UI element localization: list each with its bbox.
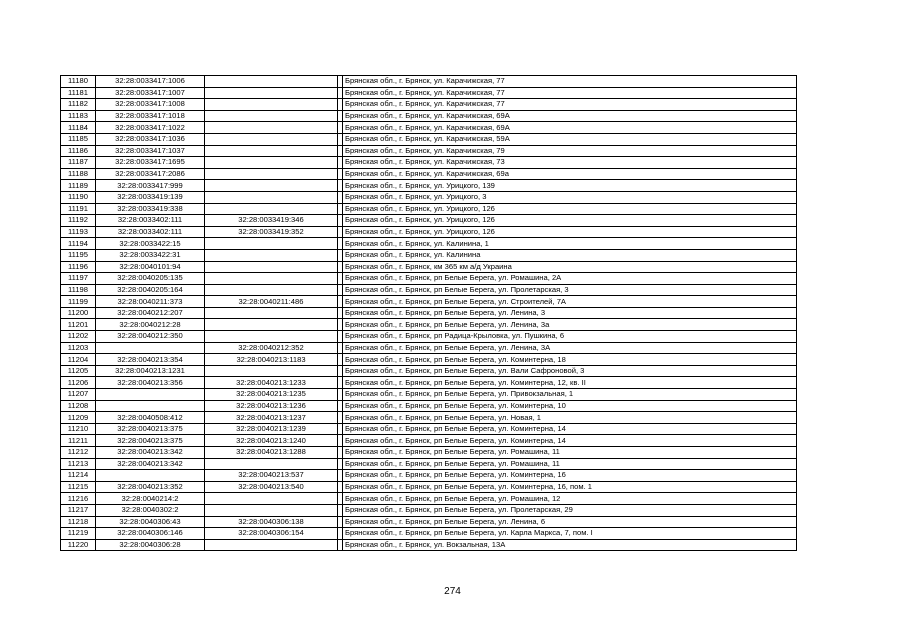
address-cell: Брянская обл., г. Брянск, ул. Карачижская, 77 bbox=[343, 99, 797, 111]
cadastral-number-cell: 32:28:0040213:356 bbox=[96, 377, 205, 389]
address-cell: Брянская обл., г. Брянск, рп Белые Берега, ул. Коминтерна, 14 bbox=[343, 423, 797, 435]
address-cell: Брянская обл., г. Брянск, ул. Карачижская, 69А bbox=[343, 110, 797, 122]
address-cell: Брянская обл., г. Брянск, рп Белые Берега, ул. Коминтерна, 14 bbox=[343, 435, 797, 447]
linked-cadastral-number-cell: 32:28:0040306:154 bbox=[205, 528, 338, 540]
row-number-cell: 11193 bbox=[61, 226, 96, 238]
table-row bbox=[61, 249, 797, 261]
linked-cadastral-number-cell: 32:28:0040213:1240 bbox=[205, 435, 338, 447]
linked-cadastral-number-cell: 32:28:0033419:346 bbox=[205, 215, 338, 227]
row-number-cell: 11198 bbox=[61, 284, 96, 296]
table-row bbox=[61, 481, 797, 493]
linked-cadastral-number-cell: 32:28:0033419:352 bbox=[205, 226, 338, 238]
cadastral-number-cell: 32:28:0033422:31 bbox=[96, 249, 205, 261]
address-cell: Брянская обл., г. Брянск, рп Белые Берега, ул. Пролетарская, 3 bbox=[343, 284, 797, 296]
address-cell: Брянская обл., г. Брянск, ул. Урицкого, 126 bbox=[343, 226, 797, 238]
table-row bbox=[61, 157, 797, 169]
row-number-cell: 11192 bbox=[61, 215, 96, 227]
address-cell: Брянская обл., г. Брянск, ул. Урицкого, 126 bbox=[343, 215, 797, 227]
row-number-cell: 11203 bbox=[61, 342, 96, 354]
cadastral-number-cell: 32:28:0040212:350 bbox=[96, 331, 205, 343]
row-number-cell: 11206 bbox=[61, 377, 96, 389]
row-number-cell: 11199 bbox=[61, 296, 96, 308]
linked-cadastral-number-cell bbox=[205, 539, 338, 551]
linked-cadastral-number-cell: 32:28:0040213:1233 bbox=[205, 377, 338, 389]
cadastral-number-cell: 32:28:0033417:1022 bbox=[96, 122, 205, 134]
address-cell: Брянская обл., г. Брянск, рп Белые Берега, ул. Коминтерна, 12, кв. II bbox=[343, 377, 797, 389]
linked-cadastral-number-cell: 32:28:0040213:1235 bbox=[205, 389, 338, 401]
table-row bbox=[61, 238, 797, 250]
table-row bbox=[61, 110, 797, 122]
table-row bbox=[61, 99, 797, 111]
row-number-cell: 11205 bbox=[61, 365, 96, 377]
cadastral-number-cell: 32:28:0040302:2 bbox=[96, 504, 205, 516]
cadastral-number-cell: 32:28:0033417:2086 bbox=[96, 168, 205, 180]
row-number-cell: 11210 bbox=[61, 423, 96, 435]
row-number-cell: 11208 bbox=[61, 400, 96, 412]
cadastral-number-cell bbox=[96, 389, 205, 401]
cadastral-number-cell: 32:28:0033422:15 bbox=[96, 238, 205, 250]
cadastral-number-cell: 32:28:0040211:373 bbox=[96, 296, 205, 308]
cadastral-number-cell: 32:28:0040212:207 bbox=[96, 307, 205, 319]
address-cell: Брянская обл., г. Брянск, рп Белые Берега, ул. Ленина, 3 bbox=[343, 307, 797, 319]
row-number-cell: 11185 bbox=[61, 133, 96, 145]
cadastral-number-cell: 32:28:0033417:1018 bbox=[96, 110, 205, 122]
cadastral-number-cell: 32:28:0033417:999 bbox=[96, 180, 205, 192]
address-cell: Брянская обл., г. Брянск, ул. Карачижская, 79 bbox=[343, 145, 797, 157]
cadastral-number-cell bbox=[96, 470, 205, 482]
cadastral-number-cell: 32:28:0033419:338 bbox=[96, 203, 205, 215]
row-number-cell: 11216 bbox=[61, 493, 96, 505]
cadastral-number-cell: 32:28:0040306:28 bbox=[96, 539, 205, 551]
linked-cadastral-number-cell bbox=[205, 319, 338, 331]
linked-cadastral-number-cell bbox=[205, 122, 338, 134]
linked-cadastral-number-cell bbox=[205, 145, 338, 157]
cadastral-number-cell: 32:28:0040213:1231 bbox=[96, 365, 205, 377]
table-row bbox=[61, 516, 797, 528]
cadastral-number-cell: 32:28:0040205:164 bbox=[96, 284, 205, 296]
linked-cadastral-number-cell bbox=[205, 261, 338, 273]
row-number-cell: 11213 bbox=[61, 458, 96, 470]
cadastral-number-cell: 32:28:0040212:28 bbox=[96, 319, 205, 331]
cadastral-number-cell: 32:28:0040213:375 bbox=[96, 423, 205, 435]
row-number-cell: 11187 bbox=[61, 157, 96, 169]
linked-cadastral-number-cell bbox=[205, 249, 338, 261]
address-cell: Брянская обл., г. Брянск, ул. Урицкого, 126 bbox=[343, 203, 797, 215]
address-cell: Брянская обл., г. Брянск, рп Белые Берега, ул. Коминтерна, 16 bbox=[343, 470, 797, 482]
address-cell: Брянская обл., г. Брянск, ул. Карачижская, 69а bbox=[343, 168, 797, 180]
row-number-cell: 11191 bbox=[61, 203, 96, 215]
table-row bbox=[61, 342, 797, 354]
cadastral-number-cell: 32:28:0040306:146 bbox=[96, 528, 205, 540]
linked-cadastral-number-cell: 32:28:0040212:352 bbox=[205, 342, 338, 354]
address-cell: Брянская обл., г. Брянск, ул. Калинина bbox=[343, 249, 797, 261]
row-number-cell: 11183 bbox=[61, 110, 96, 122]
address-cell: Брянская обл., г. Брянск, рп Белые Берега, ул. Новая, 1 bbox=[343, 412, 797, 424]
cadastral-number-cell: 32:28:0040214:2 bbox=[96, 493, 205, 505]
address-cell: Брянская обл., г. Брянск, ул. Карачижская, 59А bbox=[343, 133, 797, 145]
linked-cadastral-number-cell bbox=[205, 238, 338, 250]
address-cell: Брянская обл., г. Брянск, ул. Карачижская, 77 bbox=[343, 76, 797, 88]
cadastral-number-cell: 32:28:0040213:342 bbox=[96, 447, 205, 459]
linked-cadastral-number-cell bbox=[205, 87, 338, 99]
linked-cadastral-number-cell bbox=[205, 307, 338, 319]
table-row bbox=[61, 412, 797, 424]
table-row bbox=[61, 458, 797, 470]
cadastral-number-cell: 32:28:0033417:1008 bbox=[96, 99, 205, 111]
table-row bbox=[61, 87, 797, 99]
linked-cadastral-number-cell bbox=[205, 168, 338, 180]
linked-cadastral-number-cell: 32:28:0040213:1239 bbox=[205, 423, 338, 435]
row-number-cell: 11211 bbox=[61, 435, 96, 447]
row-number-cell: 11182 bbox=[61, 99, 96, 111]
linked-cadastral-number-cell bbox=[205, 110, 338, 122]
cadastral-number-cell: 32:28:0033402:111 bbox=[96, 215, 205, 227]
linked-cadastral-number-cell: 32:28:0040211:486 bbox=[205, 296, 338, 308]
table-row bbox=[61, 273, 797, 285]
table-row bbox=[61, 122, 797, 134]
cadastral-number-cell: 32:28:0033417:1695 bbox=[96, 157, 205, 169]
cadastral-number-cell: 32:28:0040306:43 bbox=[96, 516, 205, 528]
table-row bbox=[61, 145, 797, 157]
cadastral-number-cell: 32:28:0040213:352 bbox=[96, 481, 205, 493]
row-number-cell: 11219 bbox=[61, 528, 96, 540]
table-row bbox=[61, 377, 797, 389]
cadastral-number-cell: 32:28:0033417:1007 bbox=[96, 87, 205, 99]
table-row bbox=[61, 389, 797, 401]
row-number-cell: 11212 bbox=[61, 447, 96, 459]
table-row bbox=[61, 226, 797, 238]
cadastral-number-cell: 32:28:0033402:111 bbox=[96, 226, 205, 238]
table-row bbox=[61, 447, 797, 459]
row-number-cell: 11204 bbox=[61, 354, 96, 366]
linked-cadastral-number-cell bbox=[205, 331, 338, 343]
cadastral-number-cell: 32:28:0033417:1036 bbox=[96, 133, 205, 145]
row-number-cell: 11188 bbox=[61, 168, 96, 180]
cadastral-number-cell bbox=[96, 400, 205, 412]
cadastral-number-cell: 32:28:0040213:342 bbox=[96, 458, 205, 470]
table-row bbox=[61, 435, 797, 447]
row-number-cell: 11190 bbox=[61, 191, 96, 203]
table-row bbox=[61, 307, 797, 319]
address-cell: Брянская обл., г. Брянск, ул. Урицкого, 139 bbox=[343, 180, 797, 192]
registry-table bbox=[60, 75, 797, 551]
table-row bbox=[61, 319, 797, 331]
table-row bbox=[61, 168, 797, 180]
address-cell: Брянская обл., г. Брянск, рп Белые Берега, ул. Ромашина, 11 bbox=[343, 447, 797, 459]
cadastral-number-cell: 32:28:0033419:139 bbox=[96, 191, 205, 203]
cadastral-number-cell: 32:28:0040101:94 bbox=[96, 261, 205, 273]
row-number-cell: 11201 bbox=[61, 319, 96, 331]
table-row bbox=[61, 504, 797, 516]
address-cell: Брянская обл., г. Брянск, рп Белые Берега, ул. Ромашина, 2А bbox=[343, 273, 797, 285]
table-row bbox=[61, 133, 797, 145]
address-cell: Брянская обл., г. Брянск, рп Белые Берега, ул. Карла Маркса, 7, пом. I bbox=[343, 528, 797, 540]
linked-cadastral-number-cell bbox=[205, 76, 338, 88]
address-cell: Брянская обл., г. Брянск, рп Белые Берега, ул. Ленина, 6 bbox=[343, 516, 797, 528]
row-number-cell: 11181 bbox=[61, 87, 96, 99]
address-cell: Брянская обл., г. Брянск, рп Белые Берега, ул. Строителей, 7А bbox=[343, 296, 797, 308]
address-cell: Брянская обл., г. Брянск, рп Белые Берега, ул. Пролетарская, 29 bbox=[343, 504, 797, 516]
address-cell: Брянская обл., г. Брянск, рп Белые Берега, ул. Привокзальная, 1 bbox=[343, 389, 797, 401]
table-row bbox=[61, 493, 797, 505]
table-row bbox=[61, 539, 797, 551]
cadastral-number-cell: 32:28:0033417:1006 bbox=[96, 76, 205, 88]
address-cell: Брянская обл., г. Брянск, рп Белые Берега, ул. Вали Сафроновой, 3 bbox=[343, 365, 797, 377]
linked-cadastral-number-cell: 32:28:0040306:138 bbox=[205, 516, 338, 528]
linked-cadastral-number-cell bbox=[205, 273, 338, 285]
row-number-cell: 11186 bbox=[61, 145, 96, 157]
linked-cadastral-number-cell bbox=[205, 493, 338, 505]
linked-cadastral-number-cell bbox=[205, 458, 338, 470]
address-cell: Брянская обл., г. Брянск, ул. Карачижская, 73 bbox=[343, 157, 797, 169]
address-cell: Брянская обл., г. Брянск, ул. Калинина, 1 bbox=[343, 238, 797, 250]
row-number-cell: 11194 bbox=[61, 238, 96, 250]
row-number-cell: 11217 bbox=[61, 504, 96, 516]
table-row bbox=[61, 400, 797, 412]
table-row bbox=[61, 296, 797, 308]
table-row bbox=[61, 180, 797, 192]
registry-table-body bbox=[61, 76, 797, 551]
linked-cadastral-number-cell: 32:28:0040213:1288 bbox=[205, 447, 338, 459]
linked-cadastral-number-cell bbox=[205, 180, 338, 192]
row-number-cell: 11196 bbox=[61, 261, 96, 273]
linked-cadastral-number-cell: 32:28:0040213:537 bbox=[205, 470, 338, 482]
row-number-cell: 11189 bbox=[61, 180, 96, 192]
linked-cadastral-number-cell: 32:28:0040213:1237 bbox=[205, 412, 338, 424]
linked-cadastral-number-cell bbox=[205, 99, 338, 111]
address-cell: Брянская обл., г. Брянск, рп Белые Берега, ул. Ромашина, 12 bbox=[343, 493, 797, 505]
linked-cadastral-number-cell bbox=[205, 157, 338, 169]
address-cell: Брянская обл., г. Брянск, рп Белые Берега, ул. Коминтерна, 16, пом. 1 bbox=[343, 481, 797, 493]
table-row bbox=[61, 203, 797, 215]
address-cell: Брянская обл., г. Брянск, рп Белые Берега, ул. Ленина, 3а bbox=[343, 319, 797, 331]
linked-cadastral-number-cell bbox=[205, 133, 338, 145]
table-row bbox=[61, 365, 797, 377]
table-row bbox=[61, 331, 797, 343]
address-cell: Брянская обл., г. Брянск, ул. Урицкого, 3 bbox=[343, 191, 797, 203]
page-number: 274 bbox=[444, 586, 461, 597]
cadastral-number-cell: 32:28:0040213:354 bbox=[96, 354, 205, 366]
row-number-cell: 11209 bbox=[61, 412, 96, 424]
address-cell: Брянская обл., г. Брянск, рп Белые Берега, ул. Ленина, 3А bbox=[343, 342, 797, 354]
linked-cadastral-number-cell: 32:28:0040213:1183 bbox=[205, 354, 338, 366]
linked-cadastral-number-cell bbox=[205, 365, 338, 377]
table-row bbox=[61, 470, 797, 482]
cadastral-number-cell: 32:28:0040213:375 bbox=[96, 435, 205, 447]
table-row bbox=[61, 191, 797, 203]
table-row bbox=[61, 76, 797, 88]
row-number-cell: 11195 bbox=[61, 249, 96, 261]
row-number-cell: 11218 bbox=[61, 516, 96, 528]
cadastral-number-cell: 32:28:0040508:412 bbox=[96, 412, 205, 424]
linked-cadastral-number-cell: 32:28:0040213:1236 bbox=[205, 400, 338, 412]
cadastral-number-cell: 32:28:0033417:1037 bbox=[96, 145, 205, 157]
row-number-cell: 11197 bbox=[61, 273, 96, 285]
linked-cadastral-number-cell bbox=[205, 284, 338, 296]
table-row bbox=[61, 423, 797, 435]
linked-cadastral-number-cell bbox=[205, 191, 338, 203]
row-number-cell: 11220 bbox=[61, 539, 96, 551]
linked-cadastral-number-cell: 32:28:0040213:540 bbox=[205, 481, 338, 493]
row-number-cell: 11202 bbox=[61, 331, 96, 343]
row-number-cell: 11214 bbox=[61, 470, 96, 482]
row-number-cell: 11207 bbox=[61, 389, 96, 401]
address-cell: Брянская обл., г. Брянск, рп Белые Берега, ул. Коминтерна, 18 bbox=[343, 354, 797, 366]
table-row bbox=[61, 284, 797, 296]
table-row bbox=[61, 215, 797, 227]
address-cell: Брянская обл., г. Брянск, рп Радица-Крыловка, ул. Пушкина, 6 bbox=[343, 331, 797, 343]
address-cell: Брянская обл., г. Брянск, км 365 км а/д Украина bbox=[343, 261, 797, 273]
table-row bbox=[61, 528, 797, 540]
row-number-cell: 11180 bbox=[61, 76, 96, 88]
row-number-cell: 11215 bbox=[61, 481, 96, 493]
row-number-cell: 11200 bbox=[61, 307, 96, 319]
address-cell: Брянская обл., г. Брянск, рп Белые Берега, ул. Ромашина, 11 bbox=[343, 458, 797, 470]
address-cell: Брянская обл., г. Брянск, ул. Карачижская, 69А bbox=[343, 122, 797, 134]
address-cell: Брянская обл., г. Брянск, ул. Вокзальная, 13А bbox=[343, 539, 797, 551]
address-cell: Брянская обл., г. Брянск, рп Белые Берега, ул. Коминтерна, 10 bbox=[343, 400, 797, 412]
linked-cadastral-number-cell bbox=[205, 504, 338, 516]
linked-cadastral-number-cell bbox=[205, 203, 338, 215]
cadastral-number-cell bbox=[96, 342, 205, 354]
table-row bbox=[61, 261, 797, 273]
cadastral-number-cell: 32:28:0040205:135 bbox=[96, 273, 205, 285]
table-row bbox=[61, 354, 797, 366]
address-cell: Брянская обл., г. Брянск, ул. Карачижская, 77 bbox=[343, 87, 797, 99]
row-number-cell: 11184 bbox=[61, 122, 96, 134]
